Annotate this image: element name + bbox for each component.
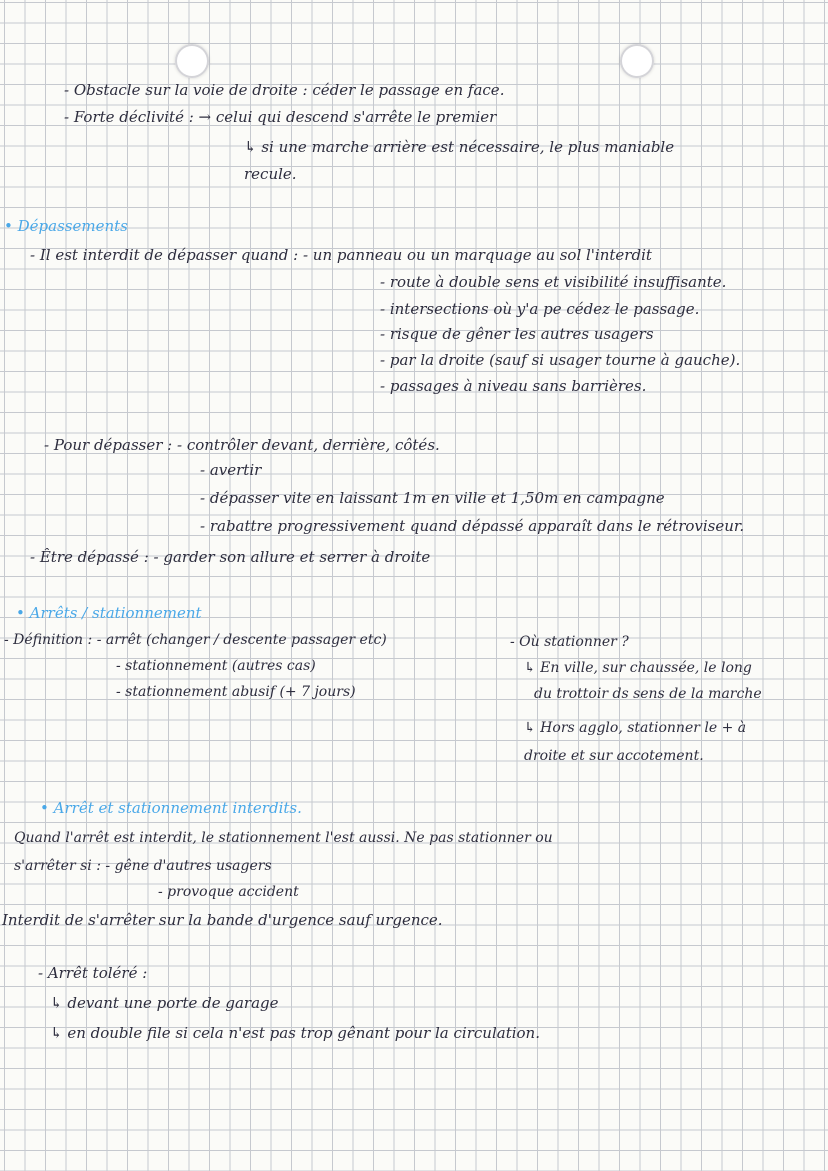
interdit-item: - route à double sens et visibilité insuffisante. <box>380 273 727 291</box>
arret-tolere-item: ↳ en double file si cela n'est pas trop gênant pour la circulation. <box>50 1024 540 1042</box>
depassements-heading <box>4 216 128 236</box>
heading-bullet: • <box>40 799 49 817</box>
definition-line: - Définition : - arrêt (changer / descente passager etc) <box>4 632 387 648</box>
interdits-heading <box>40 798 302 818</box>
interdit-item: - risque de gêner les autres usagers <box>380 325 654 343</box>
heading-bullet: • <box>4 217 13 235</box>
definition-item: - stationnement abusif (+ 7 jours) <box>116 684 356 700</box>
arrets-heading <box>16 603 202 623</box>
definition-item: - stationnement (autres cas) <box>116 658 316 674</box>
note-declivite-sub: ↳ si une marche arrière est nécessaire, le plus maniable <box>244 138 675 156</box>
pour-depasser-line: - Pour dépasser : - contrôler devant, derrière, côtés. <box>44 436 440 454</box>
interdit-item: - passages à niveau sans barrières. <box>380 377 647 395</box>
pour-depasser-item: - dépasser vite en laissant 1m en ville et 1,50m en campagne <box>200 489 665 507</box>
binder-hole-right <box>620 44 654 78</box>
depassements-title: Dépassements <box>17 217 128 235</box>
note-declivite-recule: recule. <box>244 165 297 183</box>
ou-stationner-title: - Où stationner ? <box>510 634 629 650</box>
pour-depasser-item: - avertir <box>200 461 262 479</box>
pour-depasser-item: - rabattre progressivement quand dépassé apparaît dans le rétroviseur. <box>200 517 745 535</box>
interdits-line: s'arrêter si : - gêne d'autres usagers <box>14 858 272 874</box>
binder-hole-left <box>175 44 209 78</box>
note-obstacle-line: - Obstacle sur la voie de droite : céder le passage en face. <box>64 81 505 99</box>
interdits-line: - provoque accident <box>158 884 299 900</box>
ou-stationner-item: du trottoir ds sens de la marche <box>534 686 762 702</box>
arret-tolere-title: - Arrêt toléré : <box>38 964 148 982</box>
interdits-bande-urgence: Interdit de s'arrêter sur la bande d'urgence sauf urgence. <box>2 911 443 929</box>
interdit-item: - par la droite (sauf si usager tourne à gauche). <box>380 351 741 369</box>
heading-bullet: • <box>16 604 25 622</box>
ou-stationner-item: ↳ Hors agglo, stationner le + à <box>524 720 747 736</box>
interdits-line: Quand l'arrêt est interdit, le stationnement l'est aussi. Ne pas stationner ou <box>14 830 553 846</box>
interdit-depasser-intro: - Il est interdit de dépasser quand : - un panneau ou un marquage au sol l'interdit <box>30 246 652 264</box>
interdits-title: Arrêt et stationnement interdits. <box>53 799 302 817</box>
note-declivite-line: - Forte déclivité : → celui qui descend s'arrête le premier <box>64 108 497 126</box>
ou-stationner-item: ↳ En ville, sur chaussée, le long <box>524 660 752 676</box>
arrets-title: Arrêts / stationnement <box>29 604 202 622</box>
ou-stationner-item: droite et sur accotement. <box>524 748 704 764</box>
etre-depasse-line: - Être dépassé : - garder son allure et serrer à droite <box>30 548 431 566</box>
arret-tolere-item: ↳ devant une porte de garage <box>50 994 279 1012</box>
interdit-item: - intersections où y'a pe cédez le passage. <box>380 300 700 318</box>
